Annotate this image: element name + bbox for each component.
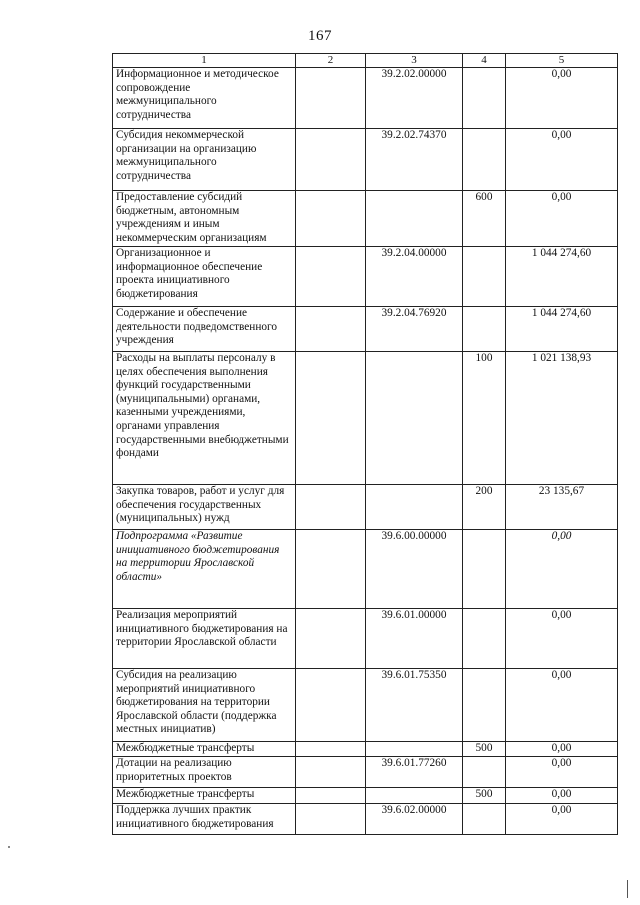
table-row xyxy=(113,247,618,307)
margin-mark xyxy=(627,880,628,898)
row-kind-cell: 500 xyxy=(463,788,506,804)
table-row xyxy=(113,129,618,191)
row-name-cell: Поддержка лучших практик инициативного бюджетирования xyxy=(113,804,296,835)
row-amount-cell: 0,00 xyxy=(506,669,618,742)
row-name-cell: Субсидия на реализацию мероприятий инициативного бюджетирования на территории Ярославской области (поддержка местных инициатив) xyxy=(113,669,296,742)
row-name-cell: Расходы на выплаты персоналу в целях обеспечения выполнения функций государственными (муниципальными) органами, казенными учреждениями, органами управления государственными внебюджетными фондами xyxy=(113,352,296,485)
row-code-cell xyxy=(366,788,463,804)
row-amount-cell: 0,00 xyxy=(506,68,618,129)
row-kind-cell xyxy=(463,609,506,669)
column-header: 2 xyxy=(296,54,366,68)
row-code-cell: 39.2.02.74370 xyxy=(366,129,463,191)
column-header: 3 xyxy=(366,54,463,68)
row-section-cell xyxy=(296,129,366,191)
budget-table xyxy=(112,53,618,835)
column-header: 1 xyxy=(113,54,296,68)
page-number: 167 xyxy=(308,28,332,44)
row-kind-cell xyxy=(463,129,506,191)
row-section-cell xyxy=(296,68,366,129)
row-amount-cell: 0,00 xyxy=(506,742,618,757)
row-kind-cell xyxy=(463,307,506,352)
row-name-cell: Предоставление субсидий бюджетным, автономным учреждениям и иным некоммерческим организациям xyxy=(113,191,296,247)
table-row xyxy=(113,804,618,835)
column-header: 4 xyxy=(463,54,506,68)
row-kind-cell xyxy=(463,757,506,788)
row-code-cell xyxy=(366,485,463,530)
row-code-cell: 39.6.01.00000 xyxy=(366,609,463,669)
row-section-cell xyxy=(296,757,366,788)
row-name-cell: Содержание и обеспечение деятельности подведомственного учреждения xyxy=(113,307,296,352)
row-name-cell: Межбюджетные трансферты xyxy=(113,788,296,804)
row-kind-cell xyxy=(463,530,506,609)
row-section-cell xyxy=(296,485,366,530)
row-amount-cell: 0,00 xyxy=(506,757,618,788)
table-row xyxy=(113,485,618,530)
row-section-cell xyxy=(296,742,366,757)
row-amount-cell: 1 044 274,60 xyxy=(506,247,618,307)
table-row xyxy=(113,669,618,742)
margin-dot xyxy=(8,846,10,848)
table-header-row xyxy=(113,54,618,68)
row-name-cell: Реализация мероприятий инициативного бюджетирования на территории Ярославской области xyxy=(113,609,296,669)
row-amount-cell: 1 021 138,93 xyxy=(506,352,618,485)
row-code-cell: 39.6.02.00000 xyxy=(366,804,463,835)
row-section-cell xyxy=(296,804,366,835)
table-row xyxy=(113,742,618,757)
table-row xyxy=(113,191,618,247)
table-row xyxy=(113,609,618,669)
row-code-cell: 39.6.01.77260 xyxy=(366,757,463,788)
row-name-cell: Подпрограмма «Развитие инициативного бюджетирования на территории Ярославской области» xyxy=(113,530,296,609)
row-section-cell xyxy=(296,530,366,609)
table-row xyxy=(113,307,618,352)
row-amount-cell: 0,00 xyxy=(506,129,618,191)
table-body xyxy=(113,68,618,835)
row-code-cell xyxy=(366,352,463,485)
row-kind-cell xyxy=(463,247,506,307)
row-amount-cell: 0,00 xyxy=(506,804,618,835)
row-section-cell xyxy=(296,669,366,742)
row-kind-cell xyxy=(463,68,506,129)
table-row xyxy=(113,757,618,788)
row-amount-cell: 0,00 xyxy=(506,788,618,804)
row-code-cell xyxy=(366,742,463,757)
row-code-cell: 39.2.02.00000 xyxy=(366,68,463,129)
row-amount-cell: 0,00 xyxy=(506,609,618,669)
row-kind-cell xyxy=(463,804,506,835)
row-name-cell: Организационное и информационное обеспечение проекта инициативного бюджетирования xyxy=(113,247,296,307)
row-section-cell xyxy=(296,191,366,247)
row-amount-cell: 0,00 xyxy=(506,191,618,247)
row-section-cell xyxy=(296,352,366,485)
row-code-cell: 39.2.04.76920 xyxy=(366,307,463,352)
row-section-cell xyxy=(296,247,366,307)
row-amount-cell: 1 044 274,60 xyxy=(506,307,618,352)
row-section-cell xyxy=(296,788,366,804)
table-row xyxy=(113,788,618,804)
row-name-cell: Дотации на реализацию приоритетных проектов xyxy=(113,757,296,788)
table-row xyxy=(113,352,618,485)
row-kind-cell: 100 xyxy=(463,352,506,485)
row-kind-cell xyxy=(463,669,506,742)
row-kind-cell: 200 xyxy=(463,485,506,530)
row-amount-cell: 23 135,67 xyxy=(506,485,618,530)
row-name-cell: Информационное и методическое сопровождение межмуниципального сотрудничества xyxy=(113,68,296,129)
row-name-cell: Межбюджетные трансферты xyxy=(113,742,296,757)
row-code-cell: 39.2.04.00000 xyxy=(366,247,463,307)
row-amount-cell: 0,00 xyxy=(506,530,618,609)
row-kind-cell: 600 xyxy=(463,191,506,247)
row-name-cell: Субсидия некоммерческой организации на организацию межмуниципального сотрудничества xyxy=(113,129,296,191)
row-section-cell xyxy=(296,307,366,352)
row-code-cell xyxy=(366,191,463,247)
row-kind-cell: 500 xyxy=(463,742,506,757)
row-section-cell xyxy=(296,609,366,669)
row-code-cell: 39.6.00.00000 xyxy=(366,530,463,609)
row-name-cell: Закупка товаров, работ и услуг для обеспечения государственных (муниципальных) нужд xyxy=(113,485,296,530)
row-code-cell: 39.6.01.75350 xyxy=(366,669,463,742)
column-header: 5 xyxy=(506,54,618,68)
table-row xyxy=(113,530,618,609)
table-row xyxy=(113,68,618,129)
